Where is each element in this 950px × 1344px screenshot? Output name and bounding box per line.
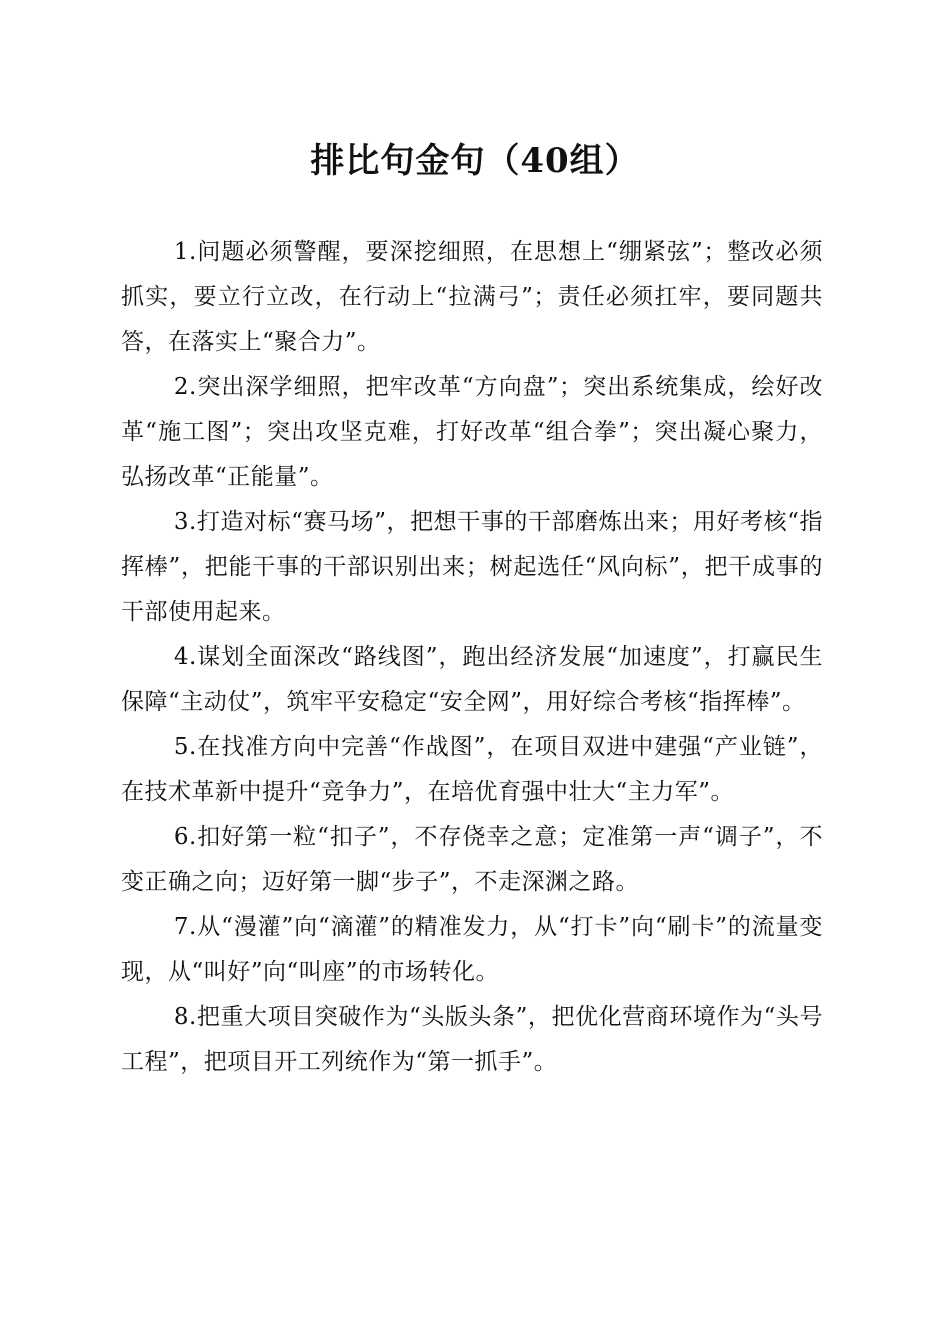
paragraph-2: 2.突出深学细照，把牢改革“方向盘”；突出系统集成，绘好改革“施工图”；突出攻坚克难，打好改革“组合拳”；突出凝心聚力，弘扬改革“正能量”。	[121, 374, 823, 490]
paragraph-3: 3.打造对标“赛马场”，把想干事的干部磨炼出来；用好考核“指挥棒”，把能干事的干部识别出来；树起选任“风向标”，把干成事的干部使用起来。	[121, 509, 823, 625]
document-body	[121, 230, 823, 1085]
paragraph-5: 5.在找准方向中完善“作战图”，在项目双进中建强“产业链”，在技术革新中提升“竞争力”，在培优育强中壮大“主力军”。	[121, 734, 823, 805]
paragraph-4: 4.谋划全面深改“路线图”，跑出经济发展“加速度”，打赢民生保障“主动仗”，筑牢平安稳定“安全网”，用好综合考核“指挥棒”。	[121, 644, 823, 715]
document-title: 排比句金句（40组）	[310, 141, 640, 181]
paragraph-1: 1.问题必须警醒，要深挖细照，在思想上“绷紧弦”；整改必须抓实，要立行立改，在行动上“拉满弓”；责任必须扛牢，要同题共答，在落实上“聚合力”。	[121, 239, 823, 355]
paragraph-8: 8.把重大项目突破作为“头版头条”，把优化营商环境作为“头号工程”，把项目开工列统作为“第一抓手”。	[121, 1004, 823, 1075]
paragraph-7: 7.从“漫灌”向“滴灌”的精准发力，从“打卡”向“刷卡”的流量变现，从“叫好”向“叫座”的市场转化。	[121, 914, 823, 985]
paragraph-6: 6.扣好第一粒“扣子”，不存侥幸之意；定准第一声“调子”，不变正确之向；迈好第一脚“步子”，不走深渊之路。	[121, 824, 823, 895]
